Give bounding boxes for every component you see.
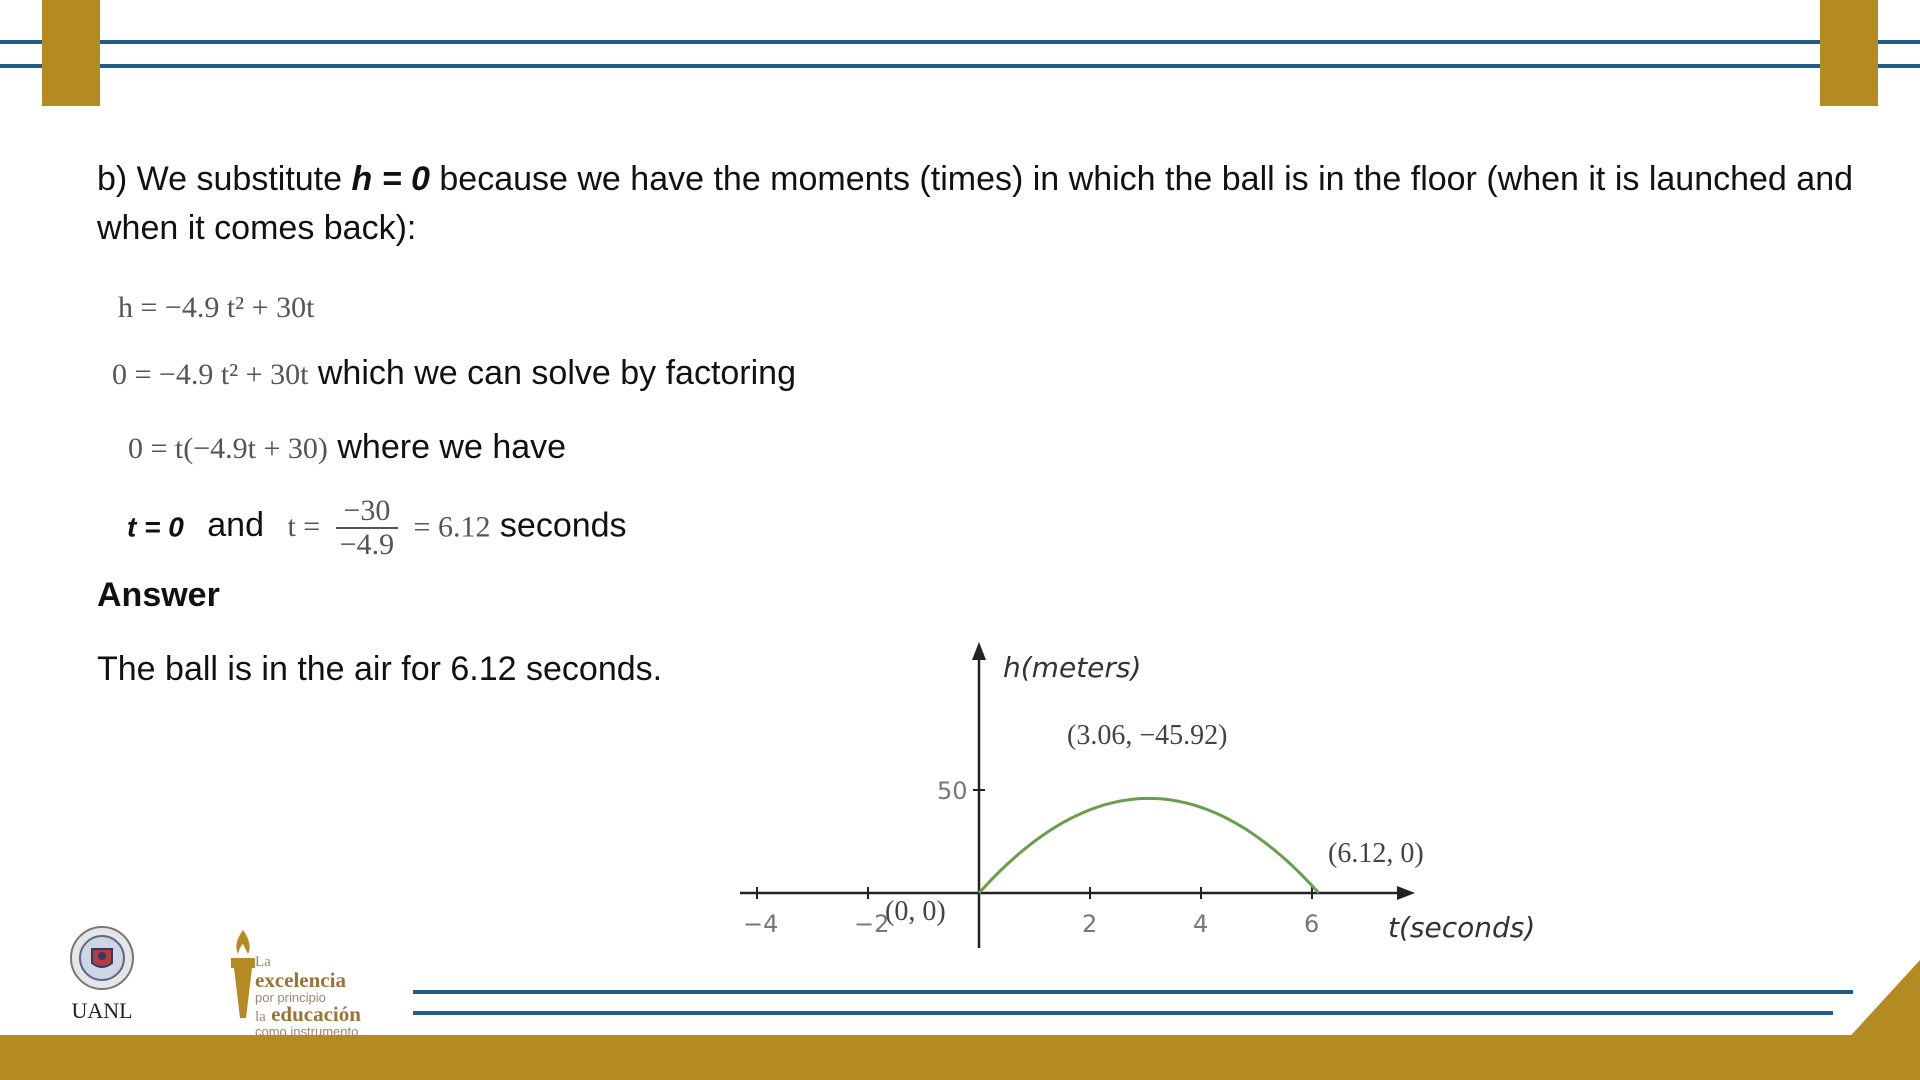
fraction-denominator: −4.9 — [339, 527, 395, 561]
y-axis-label: h(meters) — [1003, 651, 1142, 684]
x-tick-label: 2 — [1082, 910, 1098, 938]
annotation-vertex: (3.06, −45.92) — [1067, 720, 1228, 751]
top-left-gold-block — [42, 0, 100, 106]
intro-paragraph — [97, 155, 1857, 253]
answer-text: The ball is in the air for 6.12 seconds. — [97, 650, 663, 688]
x-tick-label: 6 — [1304, 910, 1320, 938]
logo-line-como-instrumento: como instrumento — [255, 1024, 359, 1039]
fraction-numerator: −30 — [336, 495, 398, 529]
x-axis-arrow — [1397, 886, 1415, 900]
result-value: = 6.12 — [413, 510, 491, 544]
logo-line-educacion: educación — [271, 1002, 361, 1026]
annotation-origin: (0, 0) — [885, 896, 946, 927]
equation-3 — [128, 428, 566, 467]
bottom-right-gold-corner — [1810, 960, 1920, 1080]
logo-line-excelencia: excelencia — [255, 968, 346, 992]
paragraph-prefix: b) We substitute — [97, 160, 352, 198]
x-axis-label: t(seconds) — [1388, 911, 1536, 944]
uanl-seal-icon — [69, 925, 135, 991]
uanl-text: UANL — [71, 998, 133, 1023]
equation-2 — [112, 354, 796, 393]
eq2-text: which we can solve by factoring — [317, 354, 796, 392]
excelencia-logo — [255, 955, 361, 1038]
bottom-gold-bar — [0, 1035, 1920, 1080]
seconds-text: seconds — [499, 506, 627, 545]
y-tick-label: 50 — [937, 777, 968, 805]
uanl-logo — [62, 925, 142, 1024]
eq3-math: 0 = t(−4.9t + 30) — [128, 432, 328, 465]
equation-1 — [118, 287, 314, 326]
top-line-1 — [0, 40, 1920, 44]
paragraph-emphasis: h = 0 — [351, 160, 430, 198]
logo-line-por-principio: por principio — [255, 990, 326, 1005]
eq2-math: 0 = −4.9 t² + 30t — [112, 358, 309, 391]
eq3-text: where we have — [337, 428, 567, 466]
and-text: and — [207, 506, 264, 545]
fraction — [336, 495, 398, 560]
top-line-2 — [0, 64, 1920, 68]
bottom-line-2 — [413, 1011, 1833, 1015]
bottom-line-1 — [413, 990, 1853, 994]
y-axis-arrow — [972, 642, 986, 660]
logo-line-la: La — [255, 954, 271, 970]
x-tick-label: −4 — [743, 910, 779, 938]
solution-row — [127, 495, 627, 560]
annotation-root: (6.12, 0) — [1328, 838, 1424, 869]
t-equals: t = — [287, 510, 321, 544]
parabola-curve — [979, 798, 1319, 893]
x-tick-label: −2 — [854, 910, 890, 938]
t-zero: t = 0 — [127, 511, 184, 543]
answer-heading: Answer — [97, 576, 220, 614]
height-time-graph — [720, 630, 1540, 960]
eq1-math: h = −4.9 t² + 30t — [118, 291, 315, 324]
x-tick-label: 4 — [1193, 910, 1209, 938]
top-right-gold-block — [1820, 0, 1878, 106]
logo-line-la2: la — [255, 1009, 266, 1025]
paragraph-rest: because we have the moments (times) in which the ball is in the floor (when it is launched and when it comes back): — [97, 160, 1854, 247]
